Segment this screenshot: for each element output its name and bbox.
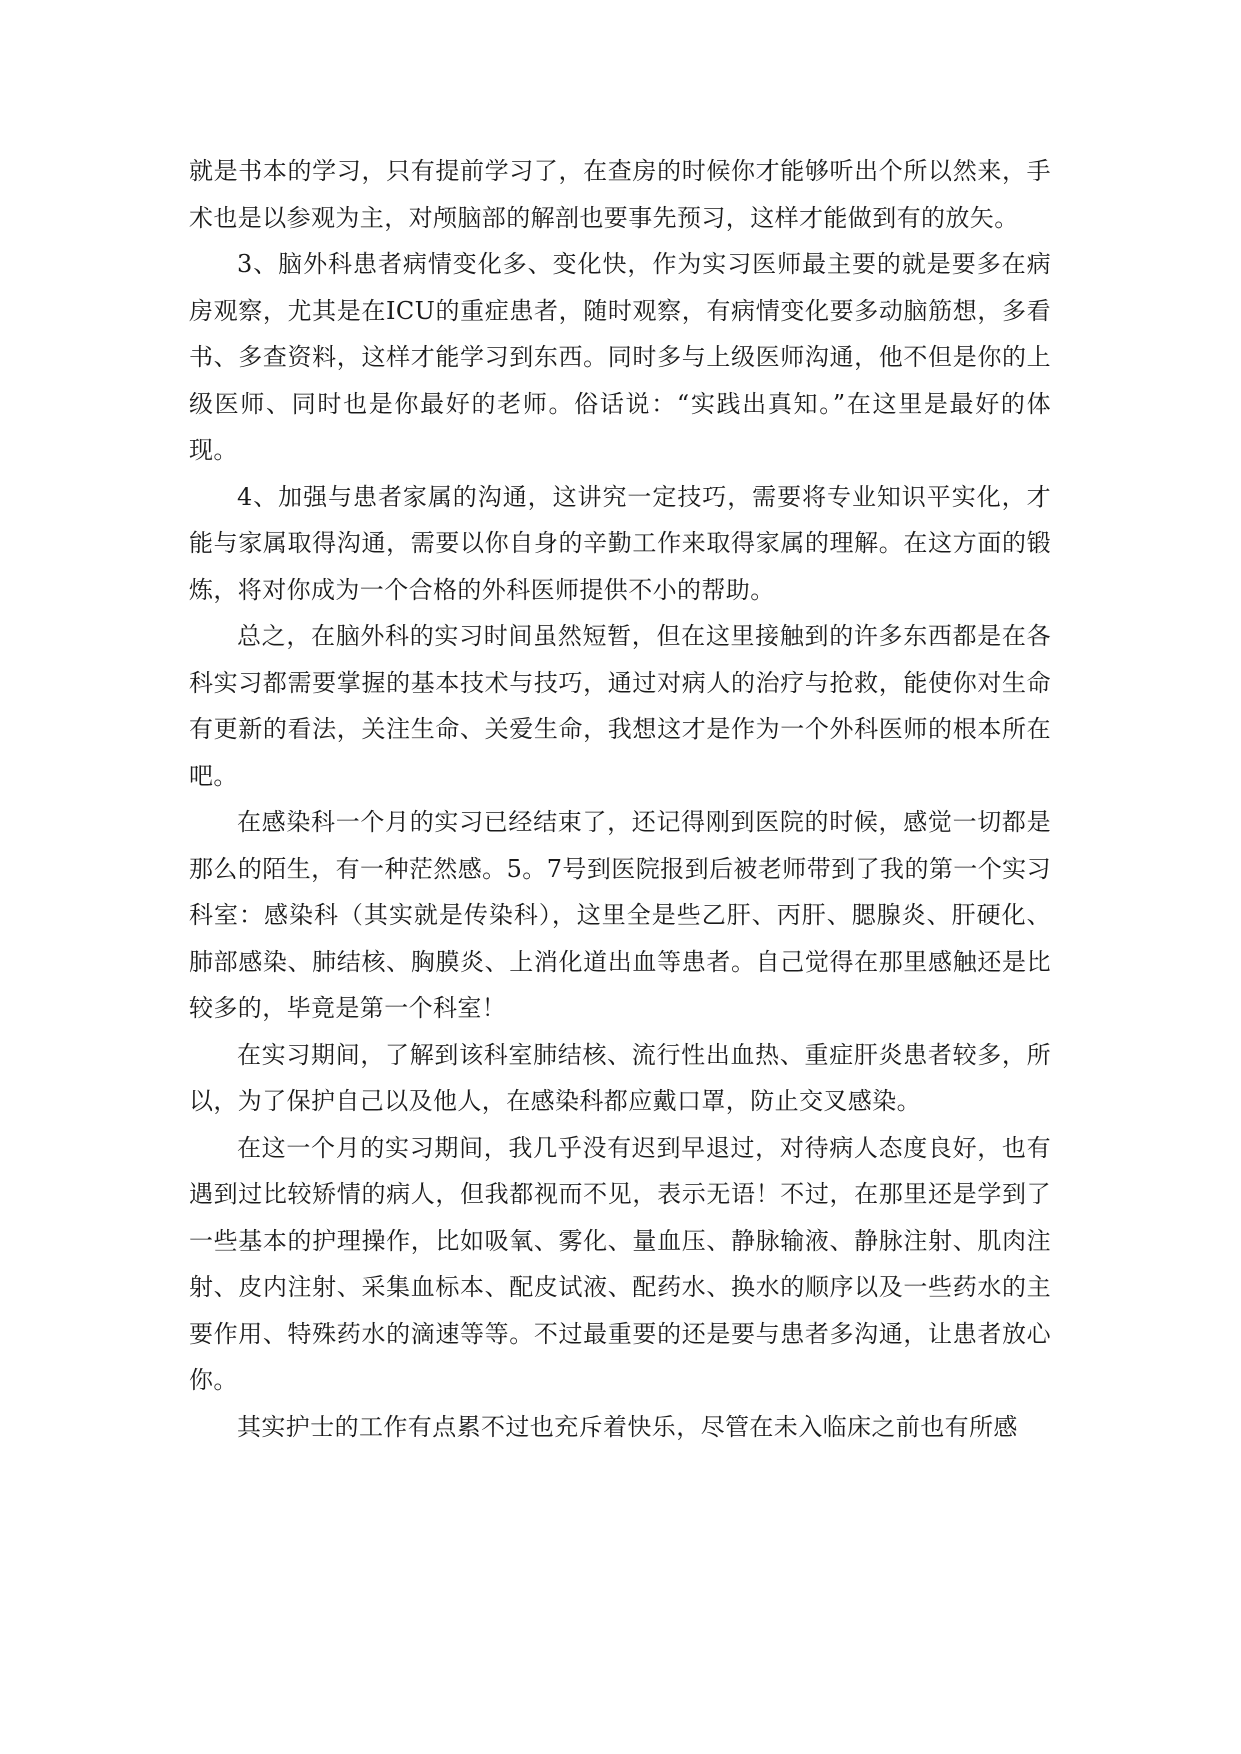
paragraph-one-month: 在这一个月的实习期间，我几乎没有迟到早退过，对待病人态度良好，也有遇到过比较矫情的病人，但我都视而不见，表示无语！不过，在那里还是学到了一些基本的护理操作，比如吸氧、雾化、量血压、静脉输液、静脉注射、肌肉注射、皮内注射、采集血标本、配皮试液、配药水、换水的顺序以及一些药水的主要作用、特殊药水的滴速等等。不过最重要的还是要与患者多沟通，让患者放心你。 — [189, 1133, 1051, 1394]
paragraph-item-4: 4、加强与患者家属的沟通，这讲究一定技巧，需要将专业知识平实化，才能与家属取得沟通，需要以你自身的辛勤工作来取得家属的理解。在这方面的锻炼，将对你成为一个合格的外科医师提供不小的帮助。 — [189, 482, 1051, 604]
paragraph-summary: 总之，在脑外科的实习时间虽然短暂，但在这里接触到的许多东西都是在各科实习都需要掌握的基本技术与技巧，通过对病人的治疗与抢救，能使你对生命有更新的看法，关注生命、关爱生命，我想这才是作为一个外科医师的根本所在吧。 — [189, 622, 1051, 790]
body-text — [189, 148, 1051, 1450]
paragraph-infection-dept: 在感染科一个月的实习已经结束了，还记得刚到医院的时候，感觉一切都是那么的陌生，有一种茫然感。5。7号到医院报到后被老师带到了我的第一个实习科室：感染科（其实就是传染科），这里全是些乙肝、丙肝、腮腺炎、肝硬化、肺部感染、肺结核、胸膜炎、上消化道出血等患者。自己觉得在那里感触还是比较多的，毕竟是第一个科室！ — [189, 808, 1051, 1022]
paragraph-continuation: 就是书本的学习，只有提前学习了，在查房的时候你才能够听出个所以然来，手术也是以参观为主，对颅脑部的解剖也要事先预习，这样才能做到有的放矢。 — [189, 157, 1051, 232]
paragraph-internship-period: 在实习期间，了解到该科室肺结核、流行性出血热、重症肝炎患者较多，所以，为了保护自己以及他人，在感染科都应戴口罩，防止交叉感染。 — [189, 1040, 1051, 1115]
paragraph-nurse-work: 其实护士的工作有点累不过也充斥着快乐，尽管在未入临床之前也有所感 — [237, 1412, 1018, 1441]
paragraph-item-3: 3、脑外科患者病情变化多、变化快，作为实习医师最主要的就是要多在病房观察，尤其是在ICU的重症患者，随时观察，有病情变化要多动脑筋想，多看书、多查资料，这样才能学习到东西。同时多与上级医师沟通，他不但是你的上级医师、同时也是你最好的老师。俗话说：“实践出真知。”在这里是最好的体现。 — [189, 250, 1051, 464]
